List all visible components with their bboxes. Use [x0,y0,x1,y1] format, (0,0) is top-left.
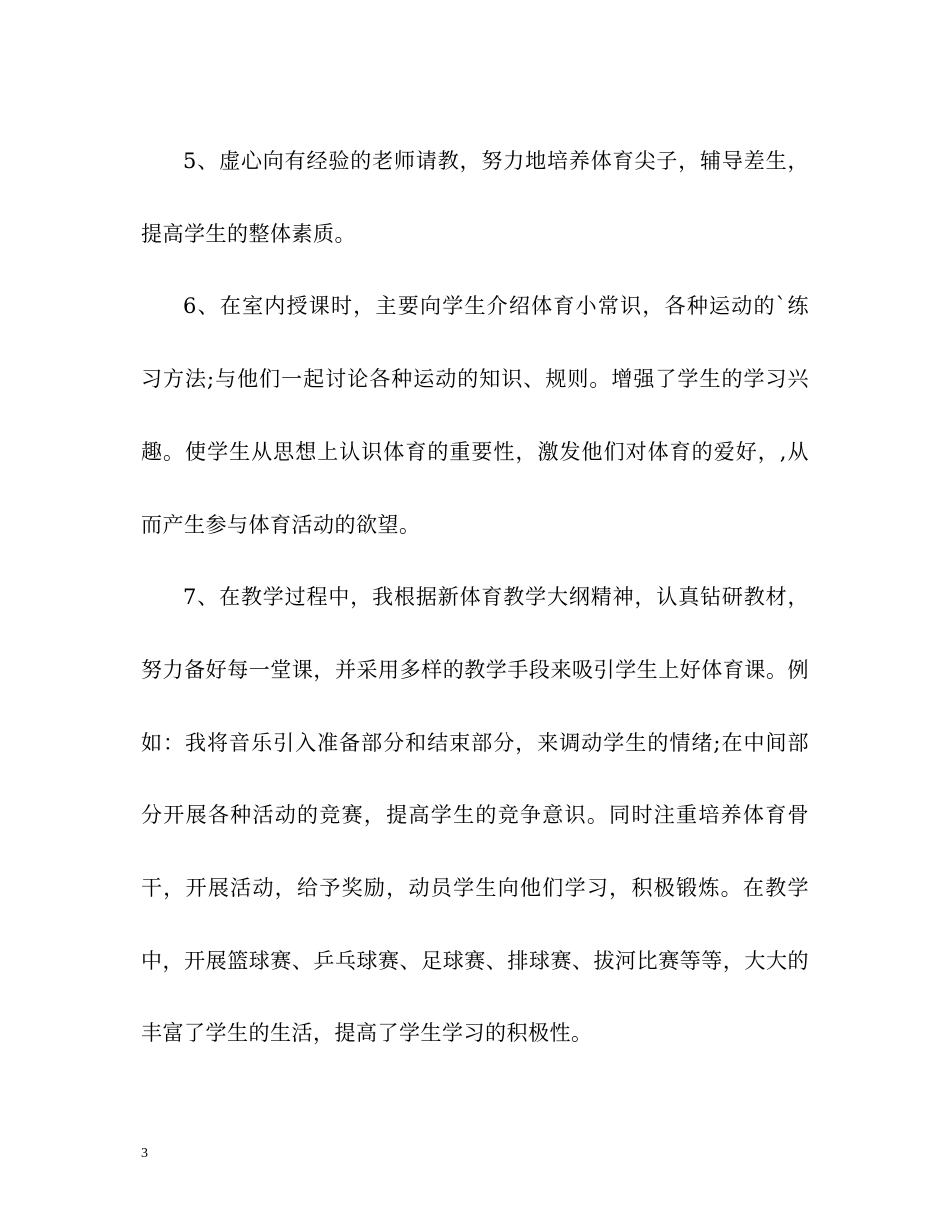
paragraph-5: 5、虚心向有经验的老师请教，努力地培养体育尖子，辅导差生，提高学生的整体素质。 [141,149,809,246]
page-number: 3 [141,1146,148,1161]
paragraph-7: 7、在教学过程中，我根据新体育教学大纲精神，认真钻研教材，努力备好每一堂课，并采用多样的教学手段来吸引学生上好体育课。例如：我将音乐引入准备部分和结束部分，来调动学生的情绪;在中间部分开展各种活动的竞赛，提高学生的竞争意识。同时注重培养体育骨干，开展活动，给予奖励，动员学生向他们学习，积极锻炼。在教学中，开展篮球赛、乒乓球赛、足球赛、排球赛、拔河比赛等等，大大的丰富了学生的生活，提高了学生学习的积极性。 [141,585,809,1046]
paragraph-6: 6、在室内授课时，主要向学生介绍体育小常识，各种运动的`练习方法;与他们一起讨论各种运动的知识、规则。增强了学生的学习兴趣。使学生从思想上认识体育的重要性，激发他们对体育的爱好，,从而产生参与体育活动的欲望。 [141,294,809,537]
body-text [141,125,809,1070]
